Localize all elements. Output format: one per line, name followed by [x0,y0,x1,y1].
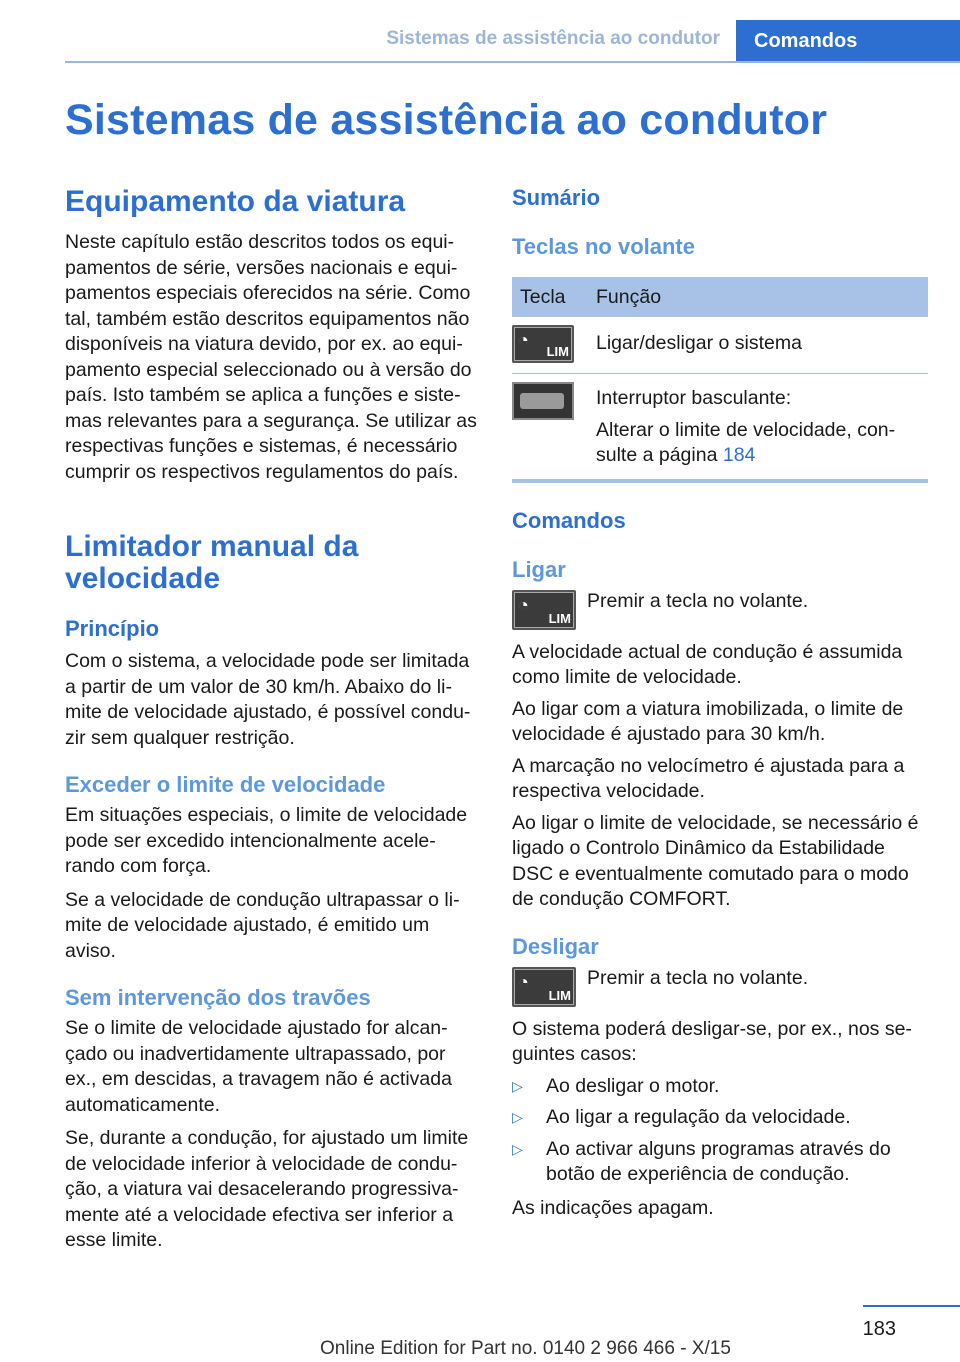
heading-teclas: Teclas no volante [512,234,695,259]
footer-divider [863,1305,960,1307]
para-desligar-1: O sistema poderá desligar-se, por ex., nos se-guintes casos: [512,1017,912,1065]
para-exceder-2: Se a velocidade de condução ultrapassar o li-mite de velocidade ajustado, é emitido um aviso. [65,888,460,962]
lim-label: LIM [548,987,571,1003]
para-desligar-press: Premir a tecla no volante. [587,966,809,989]
heading-ligar: Ligar [512,556,566,582]
para-ligar-1: A velocidade actual de condução é assumida como limite de velocidade. [512,640,903,688]
ligar-instruction [512,590,928,630]
table-row [512,374,928,483]
table-header [512,277,928,317]
triangle-bullet-icon: ▷ [512,1109,523,1125]
heading-desligar: Desligar [512,933,599,959]
para-exceder-1: Em situações especiais, o limite de velocidade pode ser excedido intencionalmente acele-rando com força. [65,804,468,877]
heading-equipamento: Equipamento da viatura [65,185,406,218]
header-section-title: Sistemas de assistência ao condutor [386,28,720,49]
list-item: ▷ Ao activar alguns programas através do botão de experiência de condução. [512,1137,928,1188]
triangle-bullet-icon: ▷ [512,1140,523,1157]
heading-travoes: Sem intervenção dos travões [65,985,371,1010]
lim-label: LIM [546,344,569,359]
list-item: ▷ Ao ligar a regulação da velocidade. [512,1105,928,1131]
heading-sumario: Sumário [512,185,601,210]
table-row [512,317,928,374]
heading-comandos: Comandos [512,507,626,533]
header-divider [65,61,960,63]
para-principio: Com o sistema, a velocidade pode ser limitada a partir de um valor de 30 km/h. Abaixo do li-mite de velocidade ajustado, é possível condu-zir sem qualquer restrição. [65,650,471,749]
para-travoes-1: Se o limite de velocidade ajustado for alcan-çado ou inadvertidamente ultrapassado, por ex., em descidas, a travagem não é activada automaticamente. [65,1017,452,1116]
lim-button-icon [512,967,576,1007]
desligar-instruction [512,967,928,1007]
triangle-bullet-icon: ▷ [512,1077,523,1094]
edition-footer: Online Edition for Part no. 0140 2 966 466 - X/15 [320,1338,731,1359]
para-desligar-2: As indicações apagam. [512,1196,714,1219]
list-item: ▷ Ao desligar o motor. [512,1074,928,1100]
speedometer-icon: ◔ [518,594,529,615]
keys-table [512,277,928,483]
lim-button-icon [512,590,576,630]
para-travoes-2: Se, durante a condução, for ajustado um limite de velocidade inferior à velocidade de condu-ção, a viatura vai desacelerando progressiva-mente até a velocidade efectiva ser inferior a esse limite. [65,1127,469,1251]
para-ligar-3: A marcação no velocímetro é ajustada para a respectiva velocidade. [512,754,905,802]
speedometer-icon: ◔ [518,330,529,350]
para-ligar-press: Premir a tecla no volante. [587,589,809,612]
table-cell-function-detail: Alterar o limite de velocidade, con-sulte a página 184 [596,418,896,466]
bullet-list [512,1074,928,1188]
para-equipamento: Neste capítulo estão descritos todos os equi-pamentos de série, versões nacionais e equi-pamentos especiais oferecidos na série. Como tal, também estão descritos equipamentos não disponíveis na viatura devido, por ex. ao equi-pamento especial seleccionado ou à versão do país. Isto também se aplica a funções e siste-mas relevantes para a segurança. Se utilizar as respectivas funções e sistemas, é necessário cumprir os respectivos regulamentos do país. [65,231,477,483]
heading-principio: Princípio [65,616,160,641]
table-header-funcao: Função [596,285,662,308]
table-cell-function: Ligar/desligar o sistema [596,332,802,354]
heading-exceder: Exceder o limite de velocidade [65,772,386,797]
table-header-tecla: Tecla [520,285,566,308]
para-ligar-2: Ao ligar com a viatura imobilizada, o limite de velocidade é ajustado para 30 km/h. [512,697,904,745]
page-number: 183 [862,1318,896,1340]
lim-button-icon [512,325,574,363]
table-cell-function: Interruptor basculante: [596,387,792,409]
page-reference-link[interactable]: 184 [722,444,756,466]
right-column [512,180,928,1221]
lim-label: LIM [548,610,571,626]
left-column [65,180,479,1254]
speedometer-icon: ◔ [518,971,529,992]
para-ligar-4: Ao ligar o limite de velocidade, se necessário é ligado o Controlo Dinâmico da Estabilidade DSC e eventualmente comutado para o modo de condução COMFORT. [512,811,919,910]
rocker-switch-icon [512,382,574,420]
page-title: Sistemas de assistência ao condutor [65,96,828,144]
heading-limitador: Limitador manual da velocidade [65,530,359,595]
header-tab-comandos[interactable]: Comandos [736,20,960,63]
